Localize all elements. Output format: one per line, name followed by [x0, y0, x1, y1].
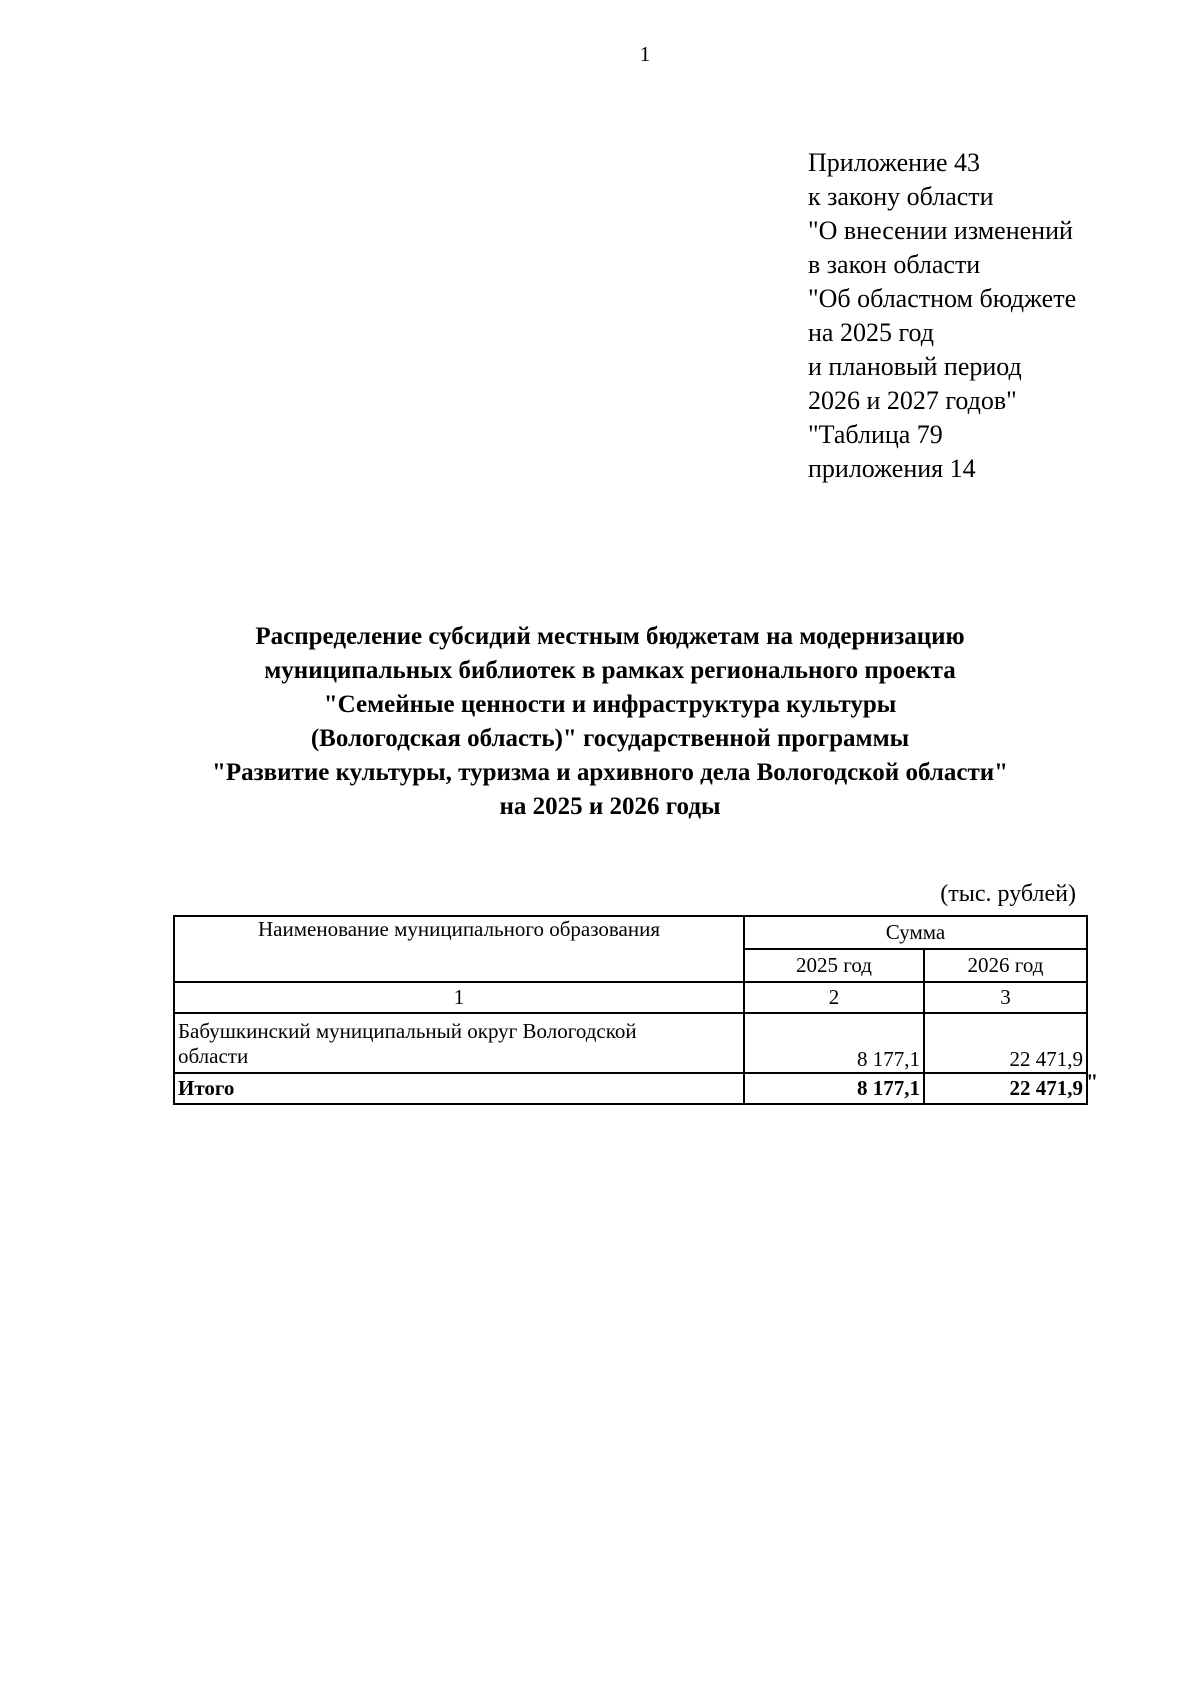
appendix-line: Приложение 43 [808, 148, 981, 177]
header-sum-cell: Сумма [744, 916, 1087, 949]
appendix-line: "Таблица 79 [808, 420, 943, 449]
total-label-cell: Итого [174, 1073, 744, 1104]
title-line: на 2025 и 2026 годы [499, 793, 721, 820]
total-row [174, 1073, 1087, 1104]
title-line: муниципальных библиотек в рамках регионального проекта [264, 657, 956, 684]
column-number-row [174, 982, 1087, 1013]
closing-quote: " [1086, 1069, 1099, 1094]
table-row [174, 1013, 1087, 1073]
appendix-line: и плановый период [808, 352, 1022, 381]
table-header-row [174, 916, 1087, 949]
header-year-2026-cell: 2026 год [924, 949, 1087, 982]
appendix-line: "О внесении изменений [808, 216, 1073, 245]
appendix-line: в закон области [808, 250, 981, 279]
column-number-cell: 1 [174, 982, 744, 1013]
column-number-cell: 3 [924, 982, 1087, 1013]
value-2026-cell: 22 471,9 [924, 1013, 1087, 1073]
value-2025-cell: 8 177,1 [744, 1013, 924, 1073]
municipality-name-cell [174, 1013, 744, 1073]
column-number-cell: 2 [744, 982, 924, 1013]
units-label: (тыс. рублей) [940, 881, 1076, 907]
appendix-reference [808, 146, 1076, 486]
appendix-line: к закону области [808, 182, 994, 211]
subsidy-table [173, 915, 1088, 1105]
municipality-name-line: Бабушкинский муниципальный округ Вологодской [178, 1019, 637, 1043]
document-title [160, 620, 1060, 824]
appendix-line: "Об областном бюджете [808, 284, 1077, 313]
appendix-line: на 2025 год [808, 318, 934, 347]
title-line: Распределение субсидий местным бюджетам на модернизацию [255, 623, 965, 650]
appendix-line: приложения 14 [808, 454, 976, 483]
header-year-2025-cell: 2025 год [744, 949, 924, 982]
title-line: (Вологодская область)" государственной программы [310, 725, 910, 752]
title-line: "Семейные ценности и инфраструктура культуры [323, 691, 897, 718]
page-number: 1 [639, 42, 651, 66]
title-line: "Развитие культуры, туризма и архивного дела Вологодской области" [211, 759, 1009, 786]
header-name-cell: Наименование муниципального образования [174, 916, 744, 982]
total-2026-cell: 22 471,9 [924, 1073, 1087, 1104]
appendix-line: 2026 и 2027 годов" [808, 386, 1017, 415]
total-2025-cell: 8 177,1 [744, 1073, 924, 1104]
municipality-name-line: области [178, 1044, 249, 1068]
